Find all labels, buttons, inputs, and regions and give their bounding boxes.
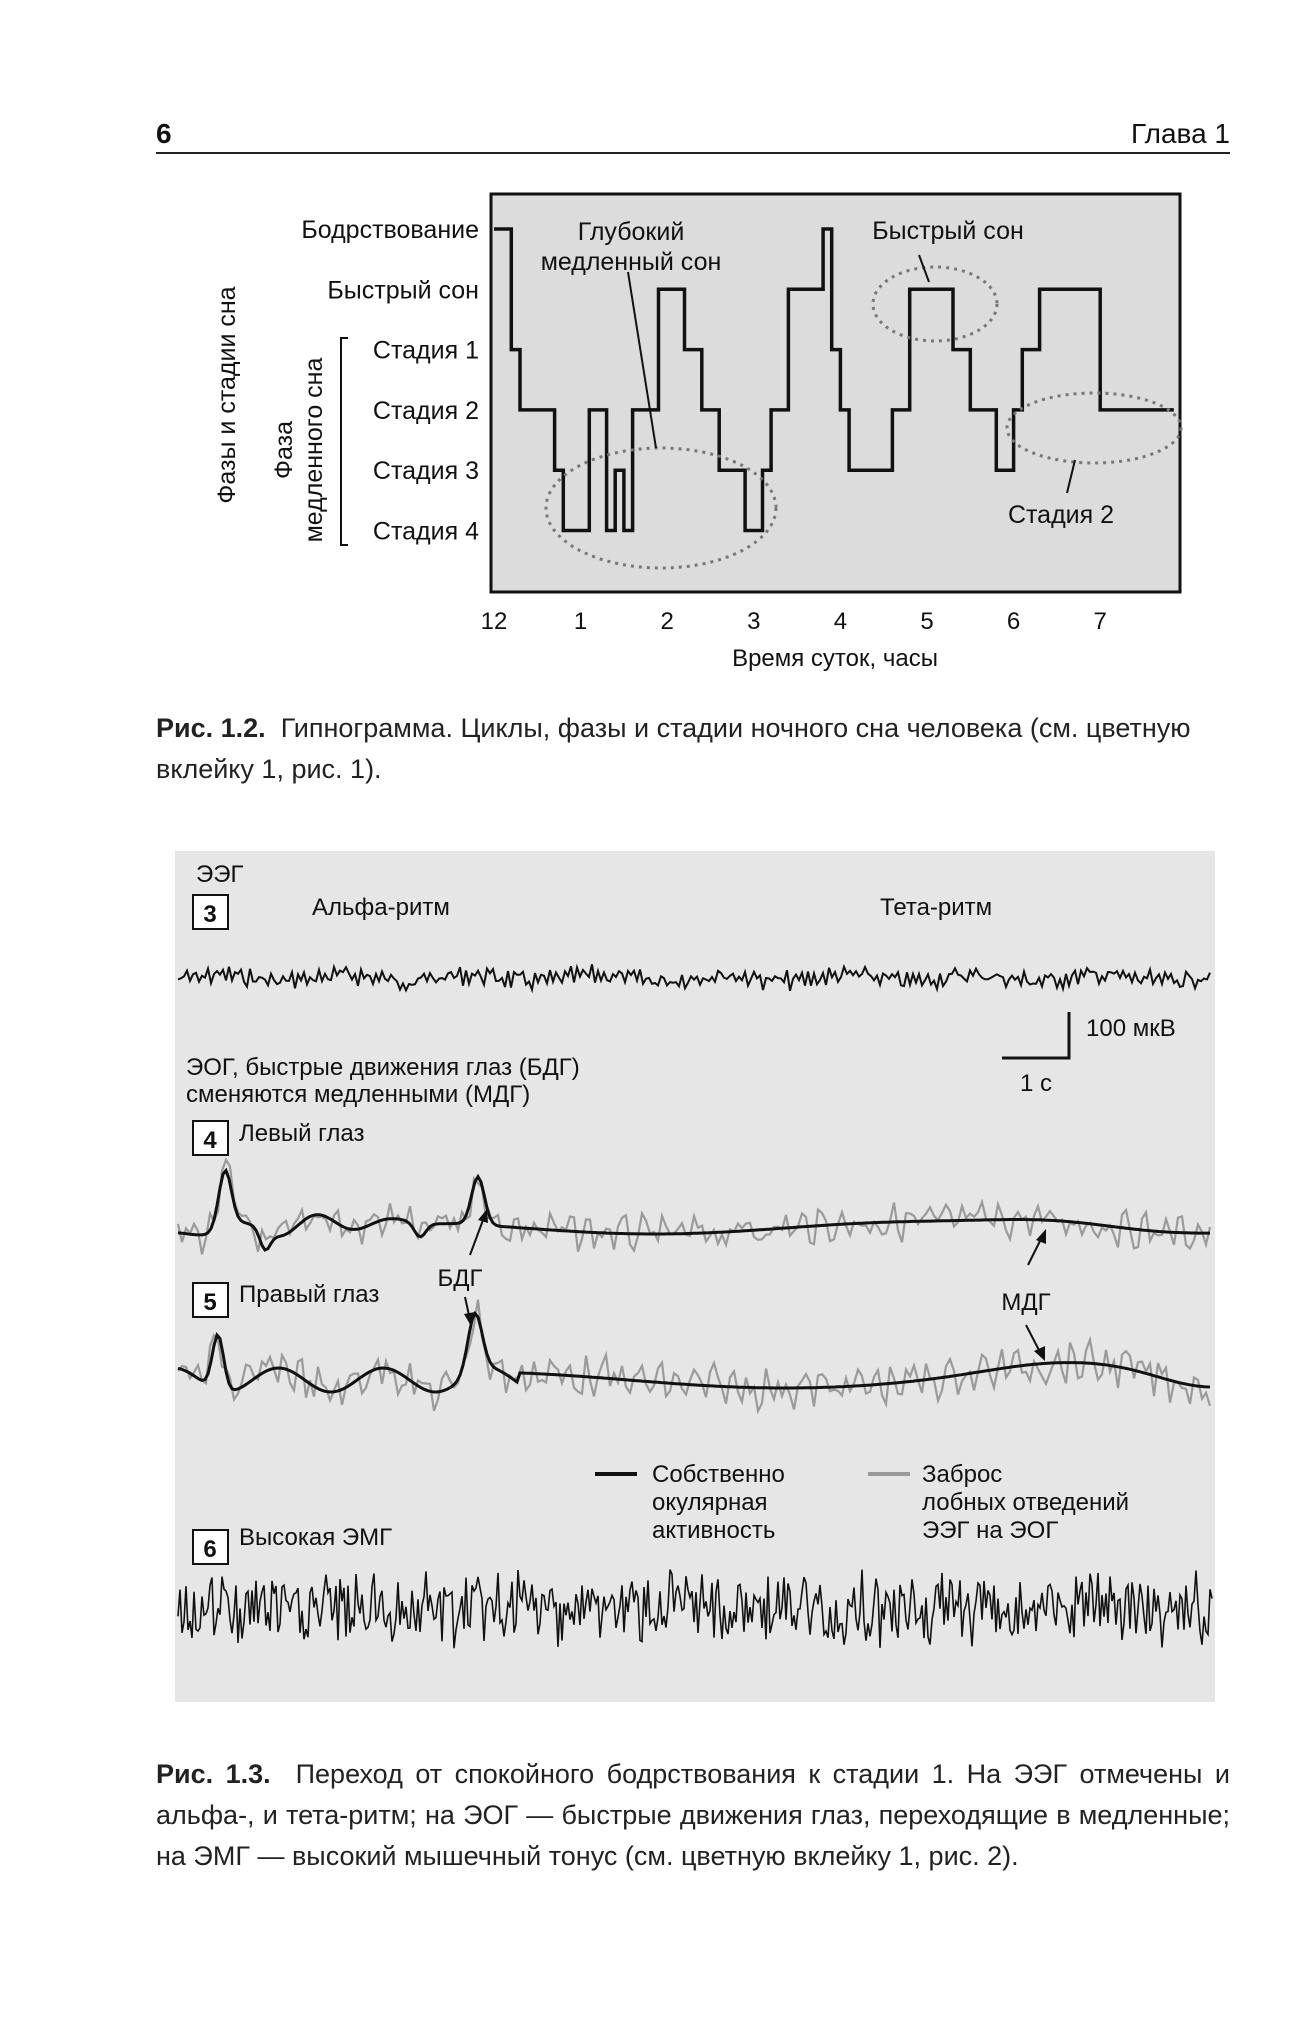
legend-gray-3: ЭЭГ на ЭОГ xyxy=(922,1517,1059,1544)
box-4-number: 4 xyxy=(203,1127,217,1154)
x-tick-label: 12 xyxy=(480,608,508,635)
mdg-label: МДГ xyxy=(1001,1289,1051,1316)
left-eye-label: Левый глаз xyxy=(239,1120,365,1147)
y-level-label: Стадия 2 xyxy=(372,396,479,425)
x-tick-label: 7 xyxy=(1093,608,1107,635)
emg-label: Высокая ЭМГ xyxy=(239,1524,393,1551)
caption-label: Рис. 1.2. xyxy=(156,713,266,743)
x-tick-label: 5 xyxy=(920,608,934,635)
x-tick-label: 4 xyxy=(833,608,848,635)
box-3-number: 3 xyxy=(203,901,217,928)
x-tick-label: 6 xyxy=(1006,608,1021,635)
y-level-label: Стадия 3 xyxy=(372,457,479,486)
legend-black-2: окулярная xyxy=(652,1489,768,1516)
theta-rhythm-label: Тета-ритм xyxy=(880,894,993,921)
legend-gray-1: Заброс xyxy=(922,1461,1003,1488)
page-number: 6 xyxy=(156,118,172,149)
y-level-label: Бодрствование xyxy=(301,216,479,244)
figure-1-3-caption xyxy=(156,1754,1230,1877)
box-6-number: 6 xyxy=(203,1536,217,1563)
legend-black-1: Собственно xyxy=(652,1461,785,1488)
rem-annotation: Быстрый сон xyxy=(872,217,1024,245)
scale-time: 1 с xyxy=(1019,1070,1053,1097)
legend-black-3: активность xyxy=(652,1517,776,1544)
caption-text: Гипнограмма. Циклы, фазы и стадии ночного сна человека (см. цветную вклейку 1, рис. 1). xyxy=(156,713,1191,784)
box-5-number: 5 xyxy=(203,1289,217,1316)
eeg-label: ЭЭГ xyxy=(196,861,244,888)
group-label-line2: медленного сна xyxy=(300,357,328,543)
caption-label-2: Рис. 1.3. xyxy=(156,1759,271,1789)
right-eye-label: Правый глаз xyxy=(239,1281,380,1308)
y-level-label: Стадия 1 xyxy=(372,336,479,365)
alpha-rhythm-label: Альфа-ритм xyxy=(312,894,450,921)
scale-amplitude: 100 мкВ xyxy=(1086,1015,1176,1042)
bdg-label: БДГ xyxy=(437,1265,483,1292)
deep-sleep-label-1: Глубокий xyxy=(577,218,685,246)
caption-text-2: Переход от спокойного бодрствования к стадии 1. На ЭЭГ отмечены и альфа-, и тета-ритм; на ЭОГ — быстрые движения глаз, переходящие в медленные; на ЭМГ — высокий мышечный тонус (см. цветную вклейку 1, рис. 2). xyxy=(156,1759,1230,1871)
y-axis-title: Фазы и стадии сна xyxy=(213,286,241,504)
group-label-line1: Фаза xyxy=(270,421,298,479)
x-tick-label: 3 xyxy=(747,608,761,635)
y-level-label: Быстрый сон xyxy=(327,276,479,305)
y-level-label: Стадия 4 xyxy=(372,517,479,546)
x-tick-label: 2 xyxy=(660,608,674,635)
deep-sleep-label-2: медленный сон xyxy=(540,248,722,276)
stage2-annotation: Стадия 2 xyxy=(1007,501,1115,529)
x-axis-title: Время суток, часы xyxy=(732,645,938,672)
x-tick-label: 1 xyxy=(573,608,588,635)
eog-desc-2: сменяются медленными (МДГ) xyxy=(186,1081,531,1108)
eog-desc-1: ЭОГ, быстрые движения глаз (БДГ) xyxy=(186,1054,580,1081)
legend-gray-2: лобных отведений xyxy=(922,1489,1130,1516)
chapter-title: Глава 1 xyxy=(1131,118,1230,149)
